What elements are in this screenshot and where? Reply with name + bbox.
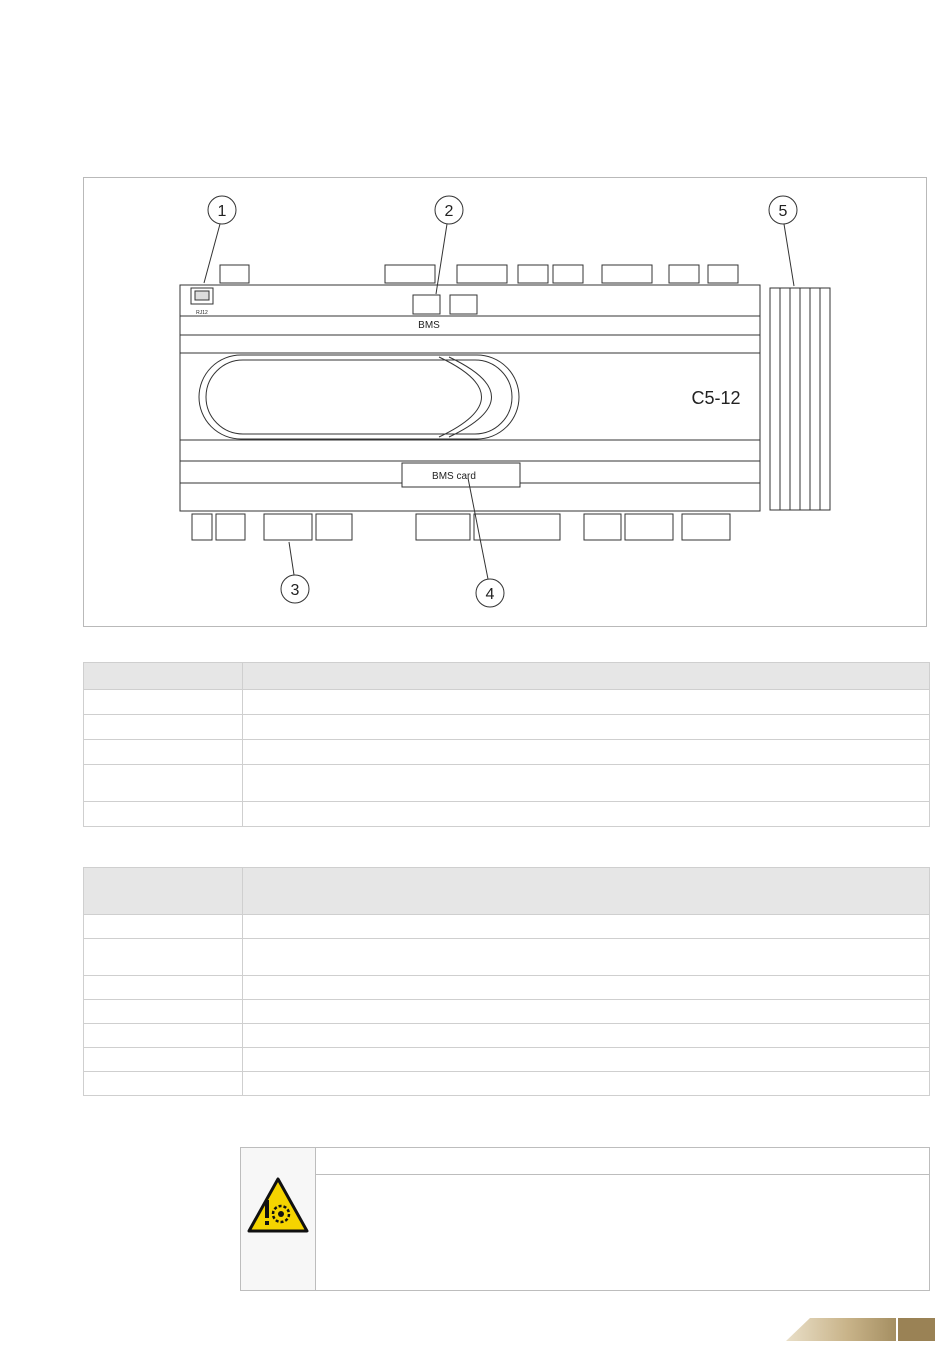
table-cell <box>84 802 243 827</box>
table-cell <box>84 939 243 976</box>
callout-3: 3 <box>290 582 300 599</box>
table-cell <box>243 715 930 740</box>
bms-port-label: BMS <box>418 320 440 331</box>
table-row <box>84 765 930 802</box>
table-row <box>84 1072 930 1096</box>
table-header-cell <box>84 663 243 690</box>
table-cell <box>243 740 930 765</box>
table-cell <box>243 765 930 802</box>
table-cell <box>84 765 243 802</box>
spec-table-2 <box>83 867 930 1096</box>
table-cell <box>243 1048 930 1072</box>
table-cell <box>243 915 930 939</box>
table-cell <box>84 1048 243 1072</box>
callout-1: 1 <box>217 203 227 220</box>
table-row <box>84 915 930 939</box>
controller-figure <box>83 177 927 627</box>
spec-table-1 <box>83 662 930 827</box>
rj-port-label: RJ12 <box>196 310 208 316</box>
table-row <box>84 802 930 827</box>
table-row <box>84 939 930 976</box>
model-label: C5-12 <box>691 388 741 408</box>
table-cell <box>243 690 930 715</box>
table-cell <box>243 802 930 827</box>
warning-box <box>240 1147 930 1291</box>
table-cell <box>84 1000 243 1024</box>
table-row <box>84 1048 930 1072</box>
table-header-cell <box>84 868 243 915</box>
table-header-row <box>84 663 930 690</box>
table-header-cell <box>243 663 930 690</box>
warning-body <box>316 1175 929 1290</box>
table-cell <box>243 1072 930 1096</box>
table-cell <box>84 915 243 939</box>
table-cell <box>243 1024 930 1048</box>
table-row <box>84 976 930 1000</box>
table-cell <box>84 1024 243 1048</box>
table-cell <box>84 976 243 1000</box>
table-cell <box>243 1000 930 1024</box>
table-row <box>84 1024 930 1048</box>
callout-4: 4 <box>485 586 495 603</box>
table-cell <box>243 976 930 1000</box>
footer-page-block <box>898 1318 935 1341</box>
table-row <box>84 740 930 765</box>
footer-accent-band <box>786 1318 896 1341</box>
table-row <box>84 1000 930 1024</box>
controller-diagram <box>84 178 928 628</box>
warning-icon-cell <box>241 1148 316 1290</box>
table-header-cell <box>243 868 930 915</box>
table-cell <box>84 740 243 765</box>
hazard-warning-triangle-icon <box>241 1148 315 1290</box>
table-cell <box>84 1072 243 1096</box>
table-cell <box>84 715 243 740</box>
warning-title <box>316 1148 929 1175</box>
table-cell <box>84 690 243 715</box>
table-cell <box>243 939 930 976</box>
bms-card-label: BMS card <box>432 471 476 482</box>
table-row <box>84 715 930 740</box>
table-row <box>84 690 930 715</box>
callout-5: 5 <box>778 203 788 220</box>
callout-2: 2 <box>444 203 454 220</box>
table-header-row <box>84 868 930 915</box>
